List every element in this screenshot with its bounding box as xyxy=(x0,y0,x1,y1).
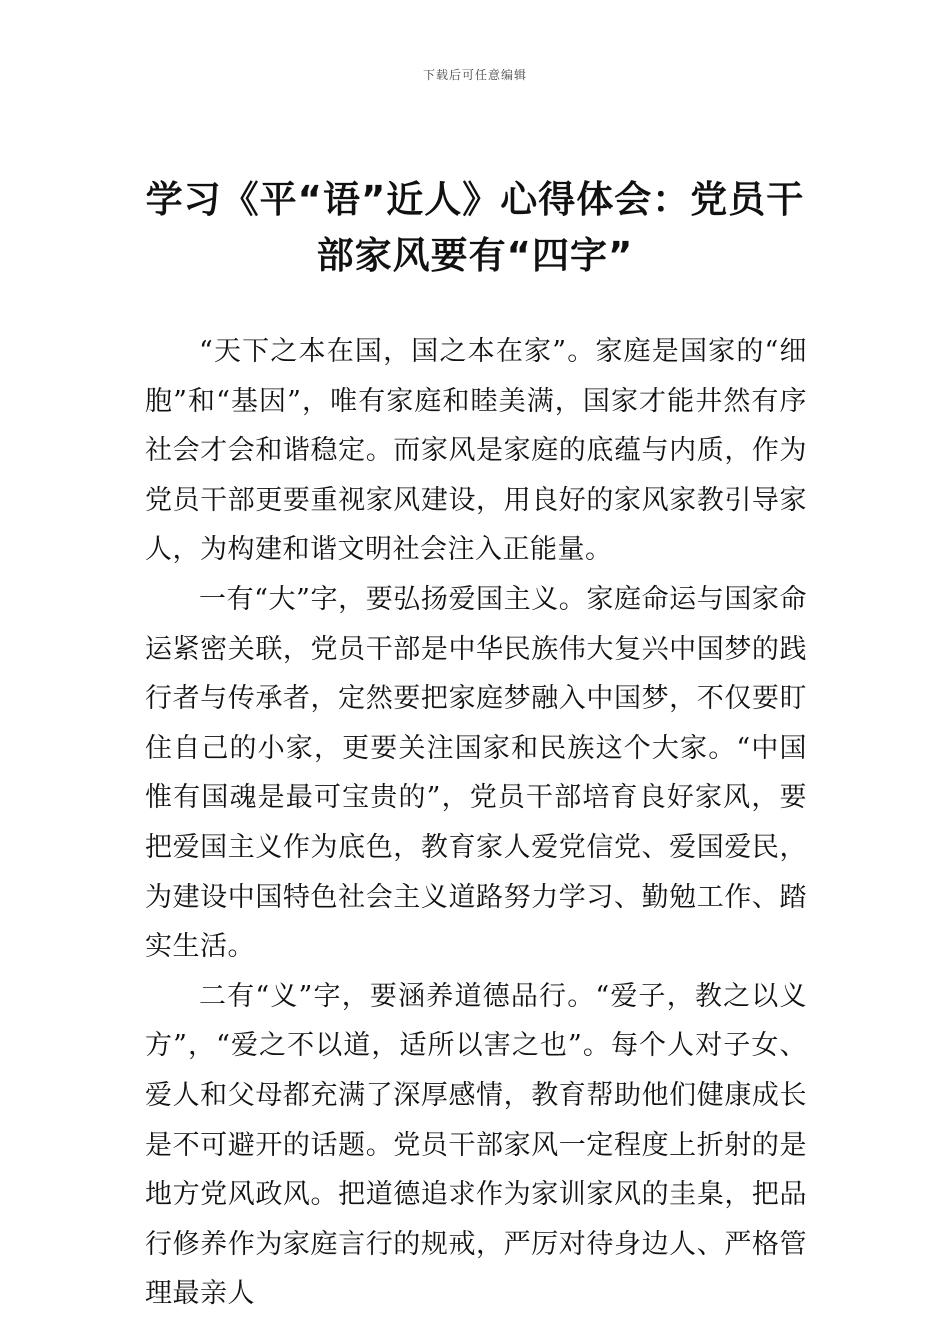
paragraph-intro: “天下之本在国，国之本在家”。家庭是国家的“细胞”和“基因”，唯有家庭和睦美满，国家才能井然有序社会才会和谐稳定。而家风是家庭的底蕴与内质，作为党员干部更要重视家风建设，用良好的家风家教引导家人，为构建和谐文明社会注入正能量。 xyxy=(145,336,807,566)
document-title xyxy=(130,172,820,284)
paragraph-morality: 二有“义”字，要涵养道德品行。“爱子，教之以义方”，“爱之不以道，适所以害之也”。每个人对子女、爱人和父母都充满了深厚感情，教育帮助他们健康成长是不可避开的话题。党员干部家风一定程度上折射的是地方党风政风。把道德追求作为家训家风的圭臬，把品行修养作为家庭言行的规戒，严厉对待身边人、严格管理最亲人 xyxy=(145,980,807,1310)
title-line-1: 学习《平“语”近人》心得体会：党员干 xyxy=(145,178,805,221)
document-body xyxy=(145,327,807,1319)
header-note: 下载后可任意编辑 xyxy=(422,68,527,82)
title-line-2: 部家风要有“四字” xyxy=(316,234,634,277)
paragraph-patriotism: 一有“大”字，要弘扬爱国主义。家庭命运与国家命运紧密关联，党员干部是中华民族伟大复兴中国梦的践行者与传承者，定然要把家庭梦融入中国梦，不仅要盯住自己的小家，更要关注国家和民族这个大家。“中国惟有国魂是最可宝贵的”，党员干部培育良好家风，要把爱国主义作为底色，教育家人爱党信党、爱国爱民，为建设中国特色社会主义道路努力学习、勤勉工作、踏实生活。 xyxy=(145,583,807,963)
